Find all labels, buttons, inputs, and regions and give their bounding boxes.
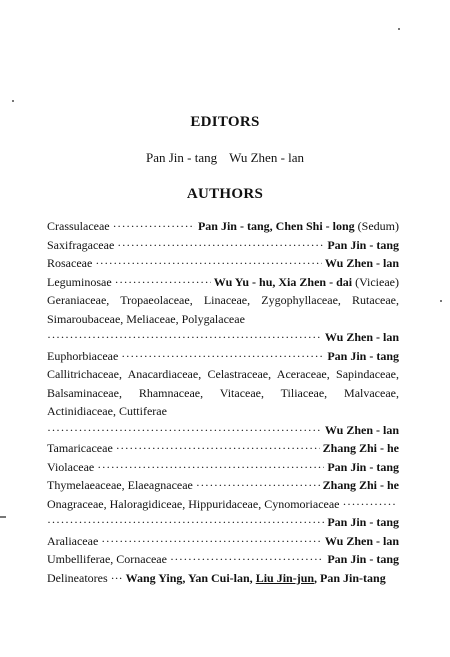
family-name: Rosaceae [47, 256, 93, 270]
dot-leader [95, 254, 322, 273]
author-name: Pan Jin - tang [327, 459, 399, 474]
family-name: Leguminosae [47, 274, 112, 289]
speck [12, 100, 14, 102]
author-row [47, 458, 399, 477]
family-names: Onagraceae, Haloragidiceae, Hippuridaceae, Cynomoriaceae [47, 496, 340, 511]
dot-leader: ··· [110, 570, 123, 585]
family-name: Euphorbiaceae [47, 348, 119, 363]
dot-leader [101, 532, 322, 551]
dot-leader [47, 328, 322, 347]
author-name: Pan Jin - tang [327, 515, 399, 529]
family-name: Violaceae [47, 459, 95, 474]
family-group [47, 291, 399, 328]
delineator-names: , Pan Jin-tang [314, 570, 386, 585]
author-name: Wu Zhen - lan [324, 330, 399, 344]
dot-leader [113, 217, 195, 236]
editor-name: Pan Jin - tang [145, 150, 218, 165]
dot-leader [170, 550, 324, 569]
author-row [47, 328, 399, 347]
dot-leader [117, 236, 324, 255]
delineatores-label: Delineatores [47, 570, 108, 585]
author-row [47, 513, 399, 532]
editors-heading: EDITORS [190, 114, 260, 130]
author-name: Pan Jin - tang [327, 348, 399, 363]
author-row [47, 550, 399, 569]
author-name: Zhang Zhi - he [322, 478, 399, 492]
author-note: (Vicieae) [355, 274, 399, 289]
family-name: Tamaricaceae [47, 441, 113, 455]
author-note: (Sedum) [357, 219, 399, 233]
authors-list [47, 217, 399, 587]
family-name: Saxifragaceae [47, 237, 115, 252]
dot-leader [116, 439, 320, 458]
dot-leader [196, 476, 320, 495]
author-row [47, 347, 399, 366]
speck [398, 28, 400, 30]
author-name: Wu Zhen - lan [324, 256, 399, 270]
speck [440, 300, 442, 302]
author-row [47, 217, 399, 236]
family-names: Callitrichaceae, Anacardiaceae, Celastraceae, Aceraceae, Sapindaceae, Balsaminaceae, Rhamnaceae, Vitaceae, Tiliaceae, Malvaceae, Actinidiaceae, Cuttiferae [47, 367, 399, 418]
family-name: Crassulaceae [47, 219, 110, 233]
author-name: Wu Yu - hu, Xia Zhen - dai [213, 274, 353, 289]
author-row [47, 476, 399, 495]
delineator-name-underlined: Liu Jin-jun [255, 570, 315, 585]
speck [0, 516, 6, 518]
dot-leader [121, 347, 324, 366]
author-row [47, 439, 399, 458]
author-name: Zhang Zhi - he [322, 441, 399, 455]
author-row [47, 236, 399, 255]
family-names: Geraniaceae, Tropaeolaceae, Linaceae, Zygophyllaceae, Rutaceae, Simaroubaceae, Meliaceae, Polygalaceae [47, 293, 399, 326]
author-row [47, 421, 399, 440]
family-name: Umbelliferae, Cornaceae [47, 552, 167, 566]
author-name: Pan Jin - tang [327, 552, 399, 566]
author-name: Wu Zhen - lan [324, 533, 399, 548]
delineatores-row [47, 569, 399, 588]
dot-leader [97, 458, 324, 477]
family-group [47, 365, 399, 421]
author-name: Pan Jin - tang [327, 237, 399, 252]
dot-leader [47, 421, 322, 440]
authors-heading: AUTHORS [186, 186, 264, 202]
author-name: Pan Jin - tang, Chen Shi - long [197, 219, 355, 233]
dot-leader [115, 273, 211, 292]
author-row [47, 254, 399, 273]
author-row [47, 273, 399, 292]
author-name: Wu Zhen - lan [324, 422, 399, 437]
delineator-names: Wang Ying, Yan Cui-lan, [125, 570, 253, 585]
dot-leader [343, 495, 397, 514]
author-row [47, 532, 399, 551]
family-name: Thymelaeaceae, Elaeagnaceae [47, 478, 193, 492]
editors-line [0, 150, 450, 166]
family-group [47, 495, 399, 514]
dot-leader [47, 513, 324, 532]
family-name: Araliaceae [47, 533, 99, 548]
editor-name: Wu Zhen - lan [229, 150, 305, 165]
